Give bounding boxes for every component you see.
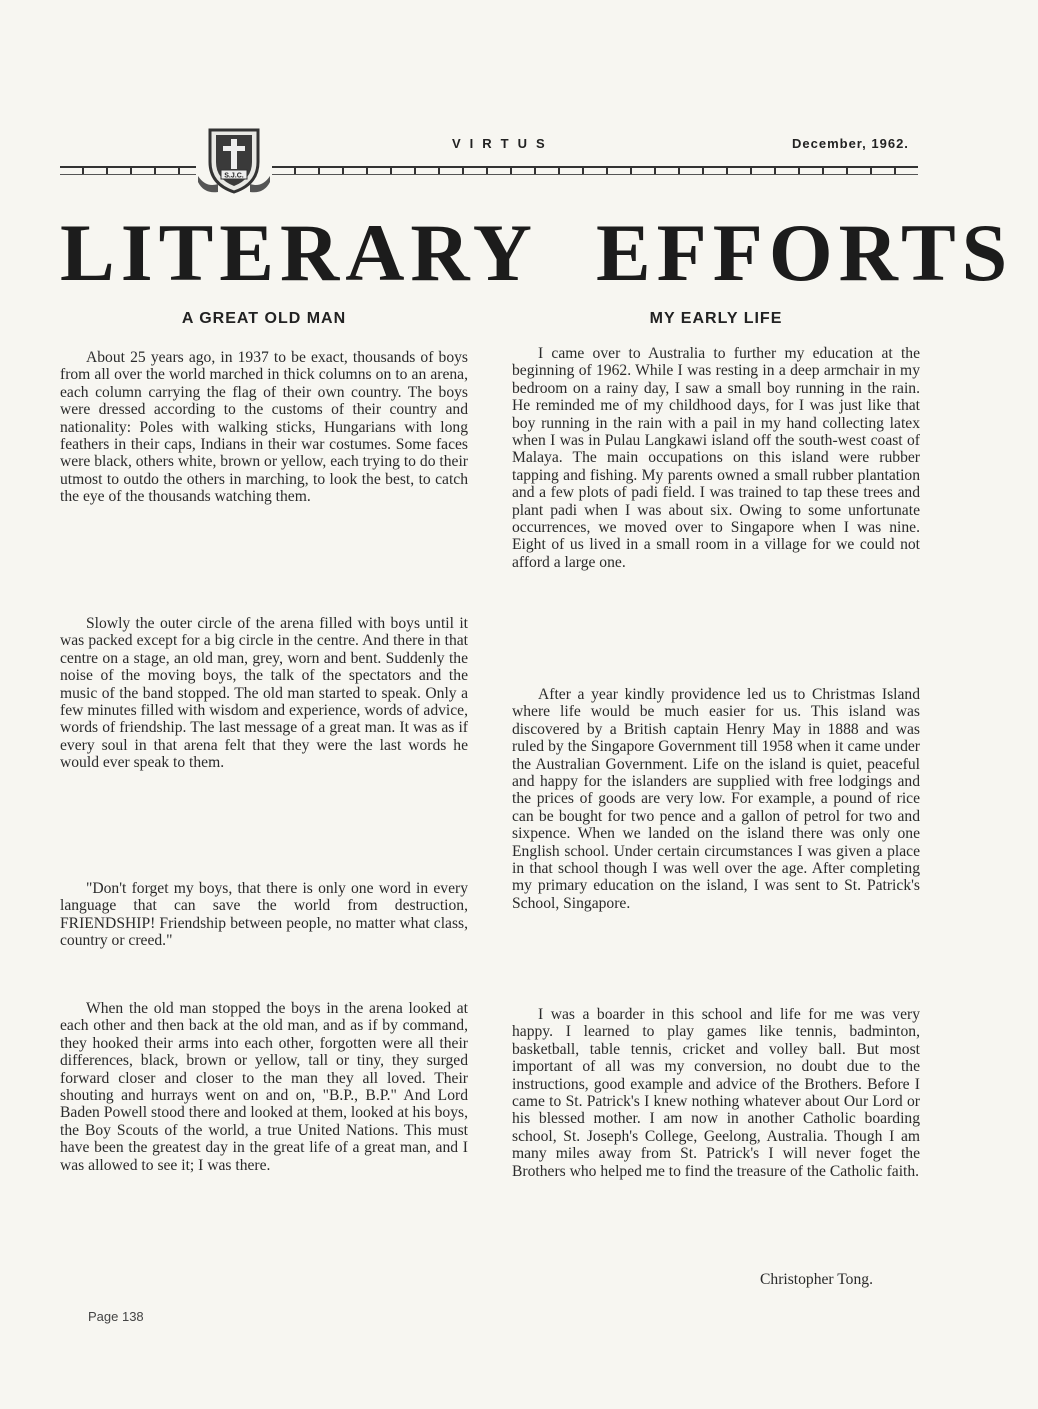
page-title (60, 207, 1014, 298)
article-heading: MY EARLY LIFE (649, 310, 783, 327)
article-heading: A GREAT OLD MAN (181, 310, 347, 327)
article-paragraph: I was a boarder in this school and life for me was very happy. I learned to play games like tennis, badminton, basketball, table tennis, cricket and volley ball. But most important of all was my conversion, no doubt due to the instructions, good example and advice of the Brothers. Before I came to St. Patrick's I knew nothing whatever about Our Lord or his blessed mother. I am now in another Catholic boarding school, St. Joseph's College, Geelong, Australia. Though I am many miles away from St. Patrick's I will never foget the Brothers who helped me to find the treasure of the Catholic faith. (512, 1006, 920, 1180)
article-paragraph: When the old man stopped the boys in the arena looked at each other and then back at the old man, and as if by command, they hooked their arms into each other, forgotten were all their differences, black, brown or yellow, tall or tiny, they surged forward closer and closer to the man they all loved. Their shouting and hurrays went on and on, "B.P., B.P." And Lord Baden Powell stood there and looked at them, looked at his boys, the Boy Scouts of the world, a true United Nations. This must have been the greatest day in the great life of a great man, and I was allowed to see it; I was there. (60, 1000, 468, 1174)
title-word-1: LITERARY (60, 207, 538, 298)
svg-text:S.J.C.: S.J.C. (224, 172, 244, 180)
school-crest-icon (196, 122, 272, 198)
header-rule-left (60, 166, 196, 175)
page-number: Page 138 (88, 1309, 144, 1324)
publication-title: VIRTUS (452, 136, 554, 151)
author-signature: Christopher Tong. (760, 1271, 873, 1288)
article-paragraph: I came over to Australia to further my education at the beginning of 1962. While I was resting in a deep armchair in my bedroom on a rainy day, I saw a small boy running in the rain. He reminded me of my childhood days, for I was just like that boy running in the rain with a pail in my hand collecting latex when I was in Pulau Langkawi island off the south-west coast of Malaya. The main occupations on this island were rubber tapping and fishing. My parents owned a small rubber plantation and a few plots of padi field. I was trained to tap these trees and plant padi when I was about six. Owing to some unfortunate occurrences, we moved over to Singapore when I was nine. Eight of us lived in a small room in a village for we could not afford a large one. (512, 345, 920, 571)
article-paragraph: After a year kindly providence led us to Christmas Island where life would be much easier for us. This island was discovered by a British captain Henry May in 1888 and was ruled by the Singapore Government till 1958 when it came under the Australian Government. Life on the island is quiet, peaceful and happy for the islanders are supplied with free lodgings and the prices of goods are very low. For example, a pound of rice can be bought for two pence and a gallon of petrol for two and sixpence. When we landed on the island there was only one English school. Under certain circumstances I was given a place in that school though I was well over the age. After completing my primary education on the island, I was sent to St. Patrick's School, Singapore. (512, 686, 920, 912)
article-paragraph: Slowly the outer circle of the arena filled with boys until it was packed except for a big circle in the centre. And there in that centre on a stage, an old man, grey, worn and bent. Suddenly the noise of the moving boys, the talk of the spectators and the music of the band stopped. The old man started to speak. Only a few minutes filled with wisdom and experience, words of advice, words of friendship. The last message of a great man. It was as if every soul in that arena felt that they were the last words he would ever speak to them. (60, 615, 468, 772)
issue-date: December, 1962. (792, 136, 909, 151)
title-word-2: EFFORTS (595, 207, 1014, 298)
header-rule-right (272, 166, 918, 175)
article-paragraph: About 25 years ago, in 1937 to be exact, thousands of boys from all over the world marched in thick columns on to an arena, each column carrying the flag of their own country. The boys were dressed according to the customs of their country and nationality: Poles with walking sticks, Hungarians with long feathers in their caps, Indians in their war costumes. Some faces were black, others white, brown or yellow, each trying to do their utmost to outdo the others in marching, to look the best, to catch the eye of the thousands watching them. (60, 349, 468, 506)
article-paragraph: "Don't forget my boys, that there is only one word in every language that can save the world from destruction, FRIENDSHIP! Friendship between people, no matter what class, country or creed." (60, 880, 468, 950)
